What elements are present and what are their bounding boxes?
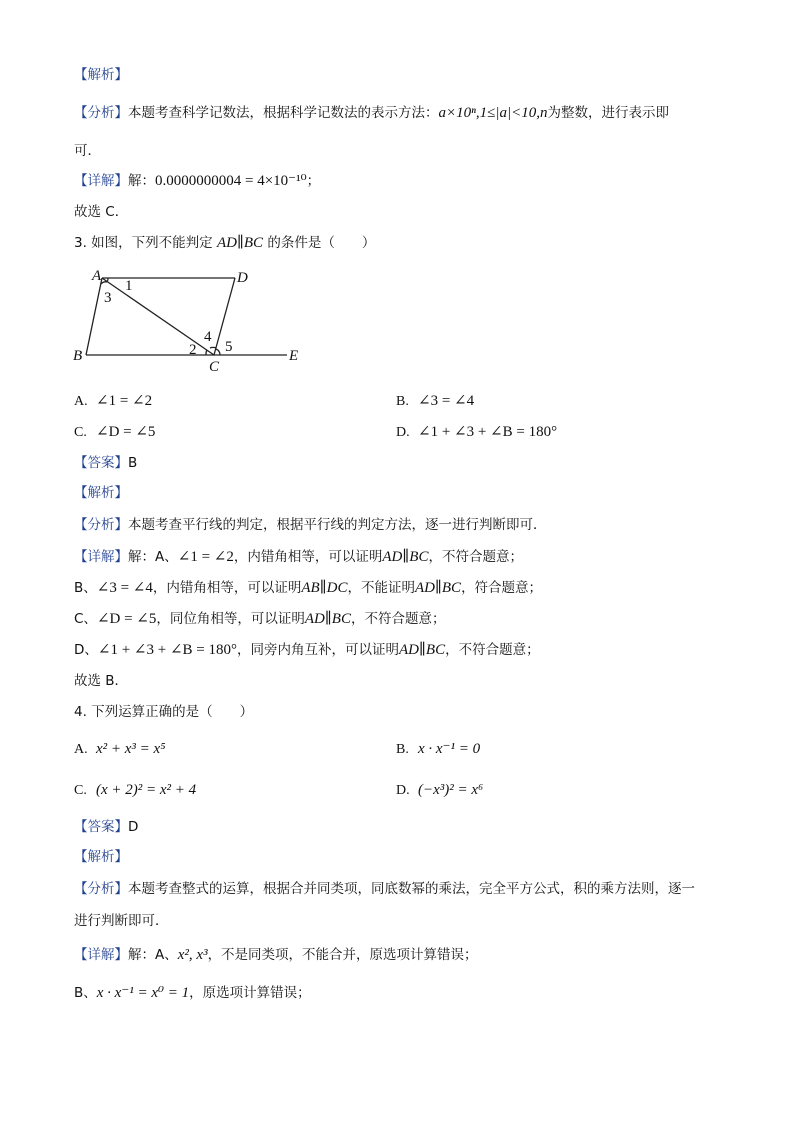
angle-arc-2 [206, 350, 207, 355]
q3-option-a: A. ∠1 = ∠2 [74, 393, 153, 409]
parallelogram-figure [70, 262, 310, 374]
q4-detail-b: B、x · x⁻¹ = x⁰ = 1，原选项计算错误； [74, 985, 311, 1001]
jiexi-heading-1: 【解析】 [74, 67, 128, 83]
q4-option-c: C. (x + 2)² = x² + 4 [74, 782, 197, 798]
fenxi-tag: 【分析】 [74, 105, 128, 121]
angle-label-5: 5 [225, 339, 233, 355]
angle-label-2: 2 [189, 342, 197, 358]
label-D: D [237, 270, 248, 286]
q3-answer: 【答案】B [74, 455, 138, 471]
angle-label-3: 3 [104, 290, 112, 306]
angle-arc-5 [216, 349, 220, 355]
q4-stem: 4. 下列运算正确的是（ ） [74, 704, 254, 720]
q4-detail-a: 【详解】解：A、x², x³，不是同类项，不能合并，原选项计算错误； [74, 947, 478, 963]
label-B: B [73, 348, 83, 364]
q3-detail-a: 【详解】解：A、∠1 = ∠2，内错角相等，可以证明AD∥BC，不符合题意； [74, 549, 523, 565]
q3-option-d: D. ∠1 + ∠3 + ∠B = 180° [396, 424, 558, 440]
q3-detail-b: B、∠3 = ∠4，内错角相等，可以证明AB∥DC，不能证明AD∥BC，符合题意； [74, 580, 543, 596]
xiangjie-line-1: 【详解】解：0.0000000004 = 4×10⁻¹⁰； [74, 173, 321, 189]
angle-label-1: 1 [125, 278, 133, 294]
q4-option-a: A. x² + x³ = x⁵ [74, 741, 166, 757]
fenxi-line-1: 【分析】本题考查科学记数法，根据科学记数法的表示方法：a×10ⁿ,1≤|a|<10,n为整数，进行表示即 [74, 105, 669, 121]
q4-fenxi-cont: 进行判断即可． [74, 913, 169, 929]
q3-guxuan: 故选 B． [74, 673, 129, 689]
label-C: C [209, 359, 220, 374]
angle-arc-4 [210, 347, 216, 348]
label-E: E [289, 348, 299, 364]
guxuan-1: 故选 C． [74, 204, 129, 220]
q3-option-b: B. ∠3 = ∠4 [396, 393, 475, 409]
q3-fenxi: 【分析】本题考查平行线的判定，根据平行线的判定方法，逐一进行判断即可． [74, 517, 547, 533]
fenxi-line-1-cont: 可． [74, 143, 101, 159]
q3-detail-c: C、∠D = ∠5，同位角相等，可以证明AD∥BC，不符合题意； [74, 611, 446, 627]
angle-label-4: 4 [204, 329, 212, 345]
segment-AB [86, 278, 102, 355]
formula: 0.0000000004 = 4×10⁻¹⁰ [155, 173, 307, 189]
q4-fenxi: 【分析】本题考查整式的运算，根据合并同类项，同底数幂的乘法，完全平方公式，积的乘方法则，逐一 [74, 881, 695, 897]
q4-jiexi: 【解析】 [74, 849, 128, 865]
formula: a×10ⁿ,1≤|a|<10,n [438, 105, 548, 121]
q3-stem: 3. 如图，下列不能判定 AD∥BC 的条件是（ ） [74, 235, 376, 251]
q4-option-b: B. x · x⁻¹ = 0 [396, 741, 481, 757]
diagonal-AC [102, 278, 214, 355]
label-A: A [92, 268, 102, 284]
q4-answer: 【答案】D [74, 819, 139, 835]
q4-option-d: D. (−x³)² = x⁶ [396, 782, 484, 798]
q3-option-c: C. ∠D = ∠5 [74, 424, 156, 440]
q3-detail-d: D、∠1 + ∠3 + ∠B = 180°，同旁内角互补，可以证明AD∥BC，不符合题意； [74, 642, 540, 658]
q3-jiexi: 【解析】 [74, 485, 128, 501]
angle-arc-3 [101, 282, 107, 284]
